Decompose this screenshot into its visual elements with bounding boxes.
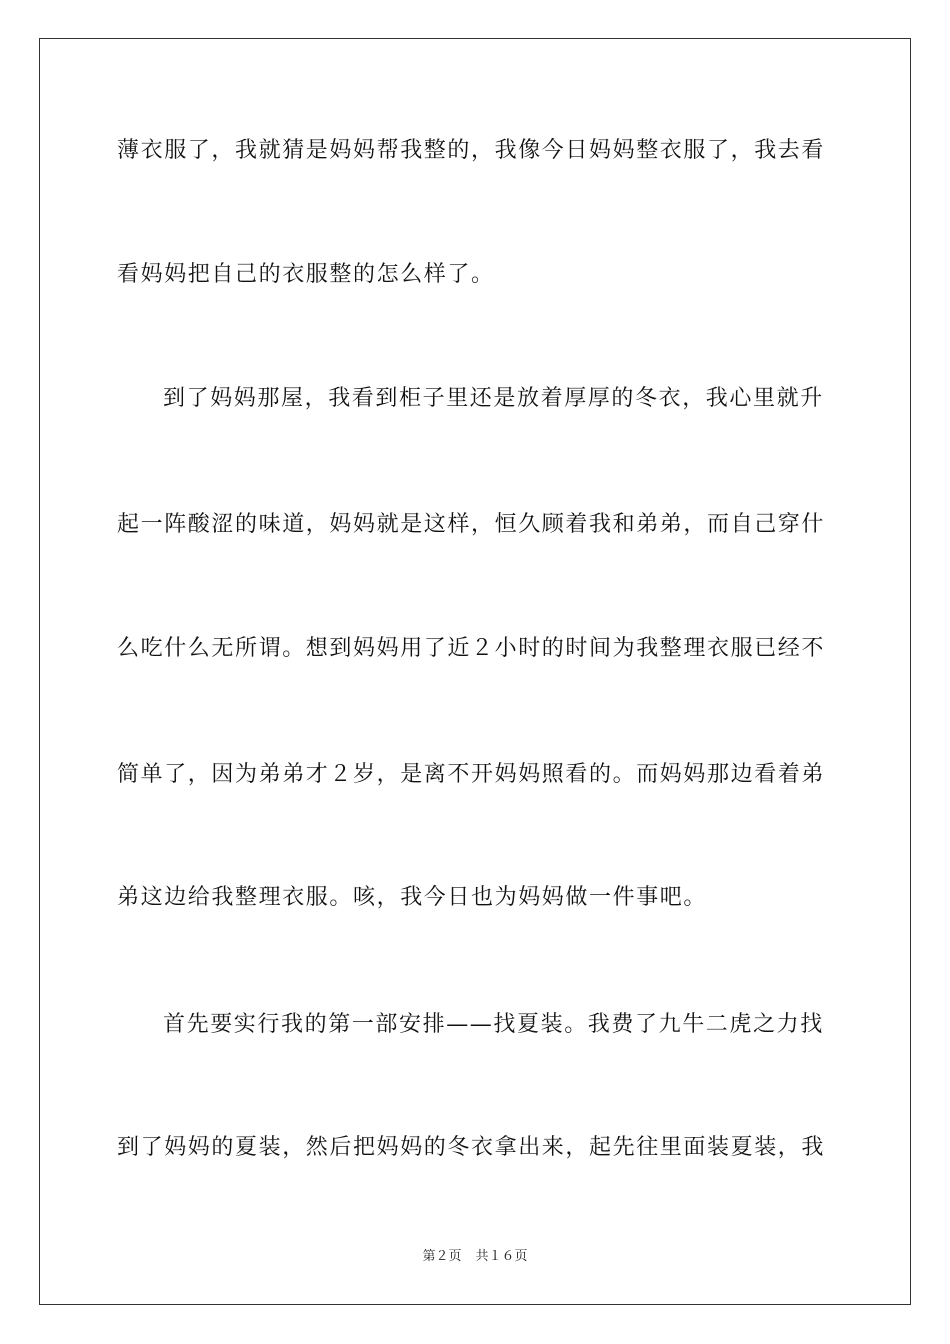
total-pages: 共１６页 xyxy=(475,1249,528,1264)
text-line-2: 看妈妈把自己的衣服整的怎么样了。 xyxy=(117,262,495,287)
text-line-5: 么吃什么无所谓。想到妈妈用了近２小时的时间为我整理衣服已经不 xyxy=(117,636,826,661)
text-line-8: 首先要实行我的第一部安排——找夏装。我费了九牛二虎之力找 xyxy=(163,1012,824,1037)
text-line-3: 到了妈妈那屋，我看到柜子里还是放着厚厚的冬衣，我心里就升 xyxy=(163,386,824,411)
page-border xyxy=(39,38,911,1305)
page-footer xyxy=(0,1248,950,1266)
text-line-1: 薄衣服了，我就猜是妈妈帮我整的，我像今日妈妈整衣服了，我去看 xyxy=(117,138,826,163)
page-number: 第２页 xyxy=(422,1249,462,1264)
text-line-7: 弟这边给我整理衣服。咳，我今日也为妈妈做一件事吧。 xyxy=(117,885,708,910)
text-line-4: 起一阵酸涩的味道，妈妈就是这样，恒久顾着我和弟弟，而自己穿什 xyxy=(117,512,826,537)
text-line-6: 简单了，因为弟弟才２岁，是离不开妈妈照看的。而妈妈那边看着弟 xyxy=(117,762,826,787)
text-line-9: 到了妈妈的夏装，然后把妈妈的冬衣拿出来，起先往里面装夏装，我 xyxy=(117,1135,826,1160)
